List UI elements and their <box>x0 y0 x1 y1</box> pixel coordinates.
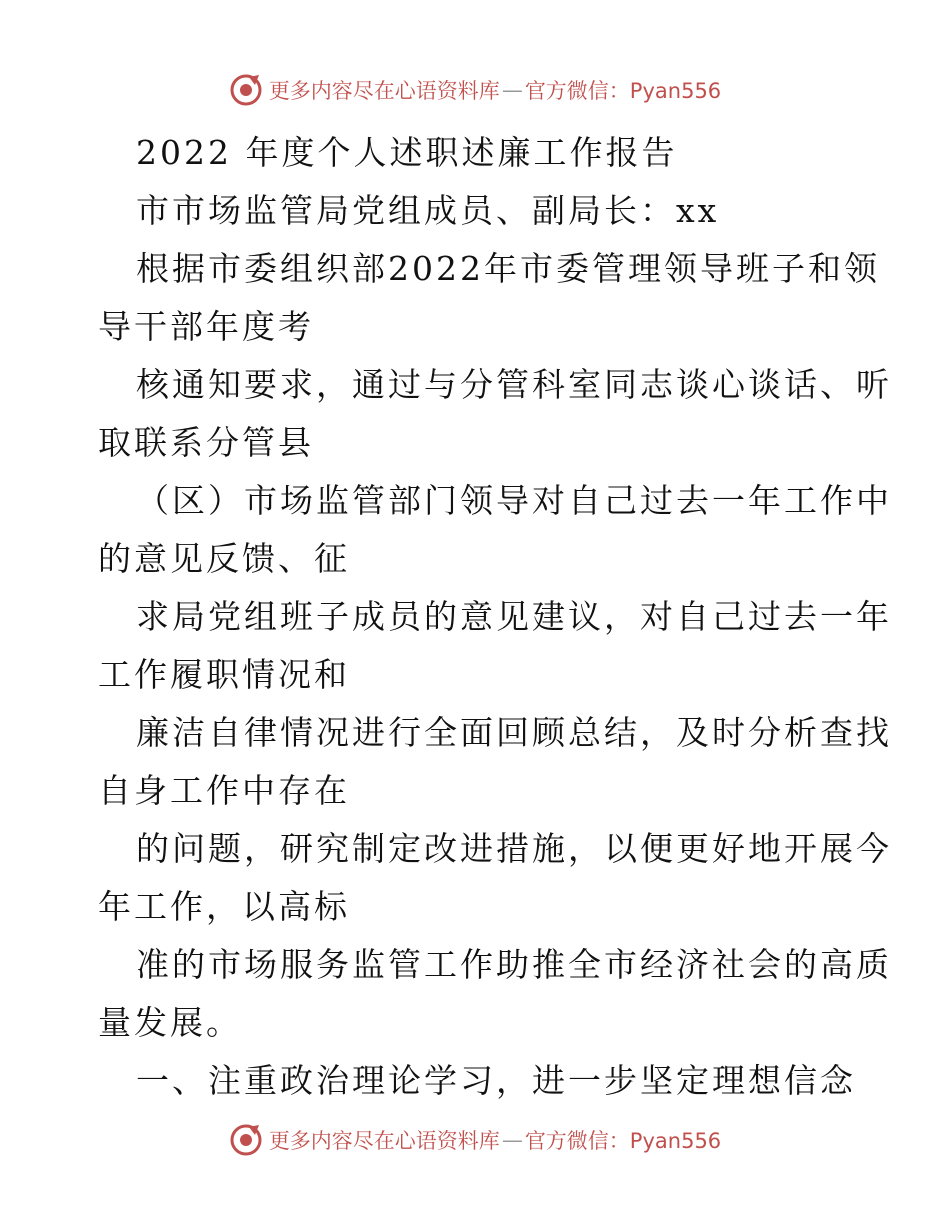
watermark-separator: — <box>501 78 523 102</box>
paragraph-line: 取联系分管县 <box>98 423 314 462</box>
watermark-text: 更多内容尽在心语资料库 <box>268 79 500 103</box>
paragraph-line: 根据市委组织部2022年市委管理领导班子和领 <box>136 249 880 288</box>
watermark-suffix: 官方微信：Pyan556 <box>524 1129 722 1153</box>
paragraph-line: 工作履职情况和 <box>98 655 350 694</box>
author-line: 市市场监管局党组成员、副局长：xx <box>136 191 720 230</box>
brand-logo-icon <box>229 1123 263 1157</box>
footer-watermark <box>0 1120 950 1160</box>
watermark-separator: — <box>501 1128 523 1152</box>
watermark-text: 更多内容尽在心语资料库 <box>268 1129 500 1153</box>
paragraph-line: 廉洁自律情况进行全面回顾总结，及时分析查找 <box>136 713 892 752</box>
watermark-suffix: 官方微信：Pyan556 <box>524 79 722 103</box>
header-watermark <box>0 70 950 110</box>
brand-logo-icon <box>229 73 263 107</box>
paragraph-line: 导干部年度考 <box>98 307 314 346</box>
document-body <box>98 124 892 1110</box>
paragraph-line: 的问题，研究制定改进措施，以便更好地开展今 <box>136 829 892 868</box>
paragraph-line: 求局党组班子成员的意见建议，对自己过去一年 <box>136 597 892 636</box>
paragraph-line: 准的市场服务监管工作助推全市经济社会的高质 <box>136 945 892 984</box>
section-heading: 一、注重政治理论学习，进一步坚定理想信念 <box>136 1061 856 1100</box>
paragraph-line: 自身工作中存在 <box>98 771 350 810</box>
paragraph-line: 的意见反馈、征 <box>98 539 350 578</box>
document-title: 2022 年度个人述职述廉工作报告 <box>136 133 678 172</box>
paragraph-line: 量发展。 <box>98 1003 242 1042</box>
paragraph-line: 年工作，以高标 <box>98 887 350 926</box>
paragraph-line: 核通知要求，通过与分管科室同志谈心谈话、听 <box>136 365 892 404</box>
paragraph-line: （区）市场监管部门领导对自己过去一年工作中 <box>136 481 892 520</box>
